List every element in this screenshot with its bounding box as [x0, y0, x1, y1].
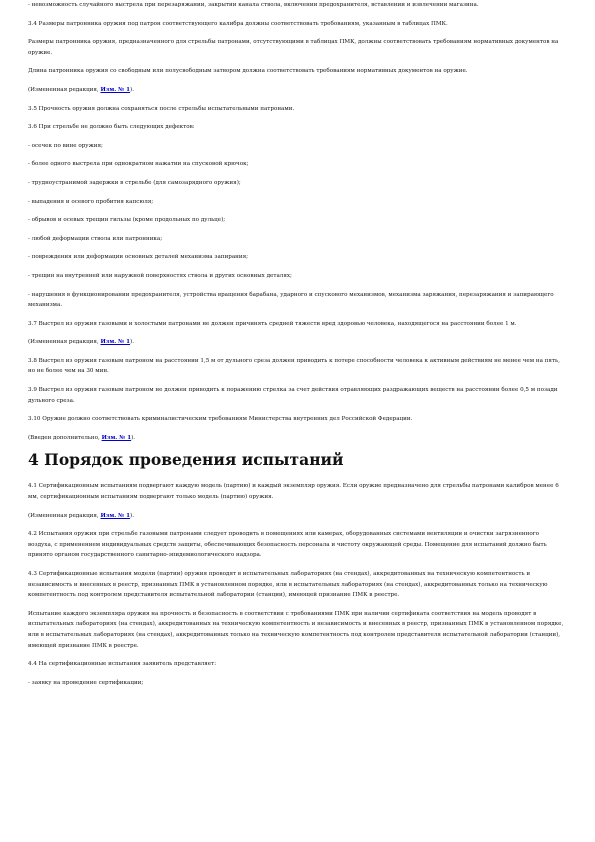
paragraph: 3.4 Размеры патронника оружия под патрон соответствующего калибра должны соответствовать требованиям, указанным в таблицах ПМК. — [28, 20, 448, 27]
paragraph: 3.10 Оружие должно соответствовать криминалистическим требованиям Министерства внутренних дел Российской Федерации. — [28, 416, 413, 423]
paragraph-spacer — [28, 329, 564, 337]
paragraph-spacer — [28, 311, 564, 319]
paragraph: 3.8 Выстрел из оружия газовым патроном на расстоянии 1,5 м от дульного среза должен приводить к потере способности человека к активным действиям не менее чем на пять, но не более чем на 30 мин. — [28, 357, 560, 375]
paragraph: 4.1 Сертификационным испытаниям подвергают каждую модель (партию) и каждый экземпляр оружия. Если оружие предназначено для стрельбы патронами калибров менее 6 мм, сертификационным испытаниям подвергают только модель (партию) оружия. — [28, 483, 559, 501]
paragraph-spacer — [28, 189, 564, 197]
paragraph-spacer — [28, 133, 564, 141]
amendment-link[interactable]: Изм. № 1 — [100, 339, 131, 346]
paragraph-spacer — [28, 11, 564, 19]
amendment-link[interactable]: Изм. № 1 — [101, 434, 132, 441]
paragraph: 3.6 При стрельбе не должно быть следующих дефектов: — [28, 124, 195, 131]
paragraph: Испытание каждого экземпляра оружия на прочность и безопасность в соответствии с требованиями ПМК при наличии сертификата соответствия на модель проводят в испытательных лабораториях (на стендах), аккредитованных на техническую компетентность и независимость и внесенных в реестр, признанных ПМК в установленном порядке, или в испытательных лабораториях (на стендах), аккредитованных только на техническую компетентность под контролем представителя испытательной лаборатории (станции), имеющей признание ПМК в реестре. — [28, 610, 564, 649]
paragraph-spacer — [28, 114, 564, 122]
amendment-note — [28, 433, 564, 444]
amendment-note-end: ). — [130, 512, 134, 519]
section-heading: 4 Порядок проведения испытаний — [28, 450, 344, 470]
paragraph-spacer — [28, 406, 564, 414]
amendment-link[interactable]: Изм. № 1 — [100, 512, 131, 519]
paragraph-spacer — [28, 58, 564, 66]
paragraph-spacer — [28, 282, 564, 290]
document-page — [28, 0, 564, 688]
paragraph: - осечек по вине оружия; — [28, 142, 103, 149]
paragraph-spacer — [28, 226, 564, 234]
amendment-note — [28, 511, 564, 522]
amendment-note — [28, 337, 564, 348]
paragraph: - любой деформации ствола или патронника; — [28, 235, 163, 242]
paragraph-spacer — [28, 263, 564, 271]
paragraph: - трещин на внутренней или наружной поверхностях ствола и других основных деталях; — [28, 272, 292, 279]
paragraph: - трудноустранимой задержки в стрельбе (для самозарядного оружия); — [28, 179, 241, 186]
paragraph-spacer — [28, 425, 564, 433]
paragraph: Размеры патронника оружия, предназначенного для стрельбы патронами, отсутствующими в таблицах ПМК, должны соответствовать требованиям нормативных документов на оружие. — [28, 39, 559, 56]
amendment-note-text: (Измененная редакция, — [28, 86, 101, 93]
paragraph: 3.7 Выстрел из оружия газовыми и холостыми патронами не должен причинять средней тяжести вред здоровью человека, находящегося на расстоянии более 1 м. — [28, 320, 517, 327]
paragraph: - выпадения и осевого пробития капсюля; — [28, 198, 154, 205]
amendment-note-text: (Введен дополнительно, — [28, 434, 102, 441]
paragraph: - повреждения или деформации основных деталей механизма запирания; — [28, 254, 249, 261]
paragraph-spacer — [28, 29, 564, 37]
paragraph: 4.3 Сертификационные испытания модели (партии) оружия проводят в испытательных лабораториях (на стендах), аккредитованных на техническую компетентность и независимость и внесенных в реестр, признанных ПМК в установленном порядке, или в испытательных лабораториях (на стендах), аккредитованных только на техническую компетентность под контролем представителя испытательной лаборатории (станции), имеющей признание ПМК в реестре. — [28, 571, 548, 599]
amendment-note-end: ). — [130, 86, 134, 93]
paragraph-spacer — [28, 244, 564, 252]
paragraph: Длина патронника оружия со свободным или полусвободным затвором должна соответствовать требованиям нормативных документов на оружие. — [28, 68, 468, 75]
paragraph-spacer — [28, 561, 564, 569]
paragraph-spacer — [28, 651, 564, 659]
paragraph-spacer — [28, 601, 564, 609]
paragraph: 3.9 Выстрел из оружия газовым патроном не должен приводить к поражению стрелка за счет действия отравляющих раздражающих веществ на расстоянии более 0,5 м позади дульного среза. — [28, 387, 558, 404]
paragraph: 4.4 На сертификационные испытания заявитель представляет: — [28, 661, 217, 668]
paragraph-spacer — [28, 151, 564, 159]
paragraph-spacer — [28, 348, 564, 356]
paragraph-spacer — [28, 170, 564, 178]
paragraph: - заявку на проведение сертификации; — [28, 679, 144, 686]
paragraph: - невозможность случайного выстрела при перезаряжании, закрытии канала ствола, включении предохранителя, вставлении и извлечении магазина. — [28, 2, 479, 8]
paragraph-spacer — [28, 96, 564, 104]
document-content — [28, 0, 564, 688]
paragraph: - нарушения в функционировании предохранителя, устройства вращения барабана, ударного и спускового механизмов, механизма заряжания, перезаряжания и запирающего механизма. — [28, 291, 554, 309]
amendment-link[interactable]: Изм. № 1 — [100, 86, 131, 93]
amendment-note-end: ). — [131, 434, 136, 441]
paragraph-spacer — [28, 377, 564, 385]
paragraph-spacer — [28, 503, 564, 511]
paragraph: 3.5 Прочность оружия должна сохраняться после стрельбы испытательными патронами. — [28, 105, 295, 112]
paragraph-spacer — [28, 521, 564, 529]
paragraph: 4.2 Испытания оружия при стрельбе газовыми патронами следует проводить в помещениях или камерах, оборудованных системами вентиляции и очистки загрязненного воздуха, с применением индивидуальных средств защиты, обеспечивающих безопасность персонала и чистоту окружающей среды. Помещение для испытаний должно быть принято органом государственного санитарно-эпидемиологического надзора. — [28, 531, 547, 559]
paragraph-spacer — [28, 207, 564, 215]
amendment-note — [28, 85, 564, 96]
paragraph-spacer — [28, 670, 564, 678]
amendment-note-text: (Измененная редакция, — [28, 339, 101, 346]
paragraph: - обрывов и осевых трещин гильзы (кроме продольных по дульце); — [28, 217, 226, 224]
paragraph-spacer — [28, 77, 564, 85]
amendment-note-text: (Измененная редакция, — [28, 512, 101, 519]
paragraph: - более одного выстрела при однократном нажатии на спусковой крючок; — [28, 161, 249, 168]
amendment-note-end: ). — [130, 339, 134, 346]
